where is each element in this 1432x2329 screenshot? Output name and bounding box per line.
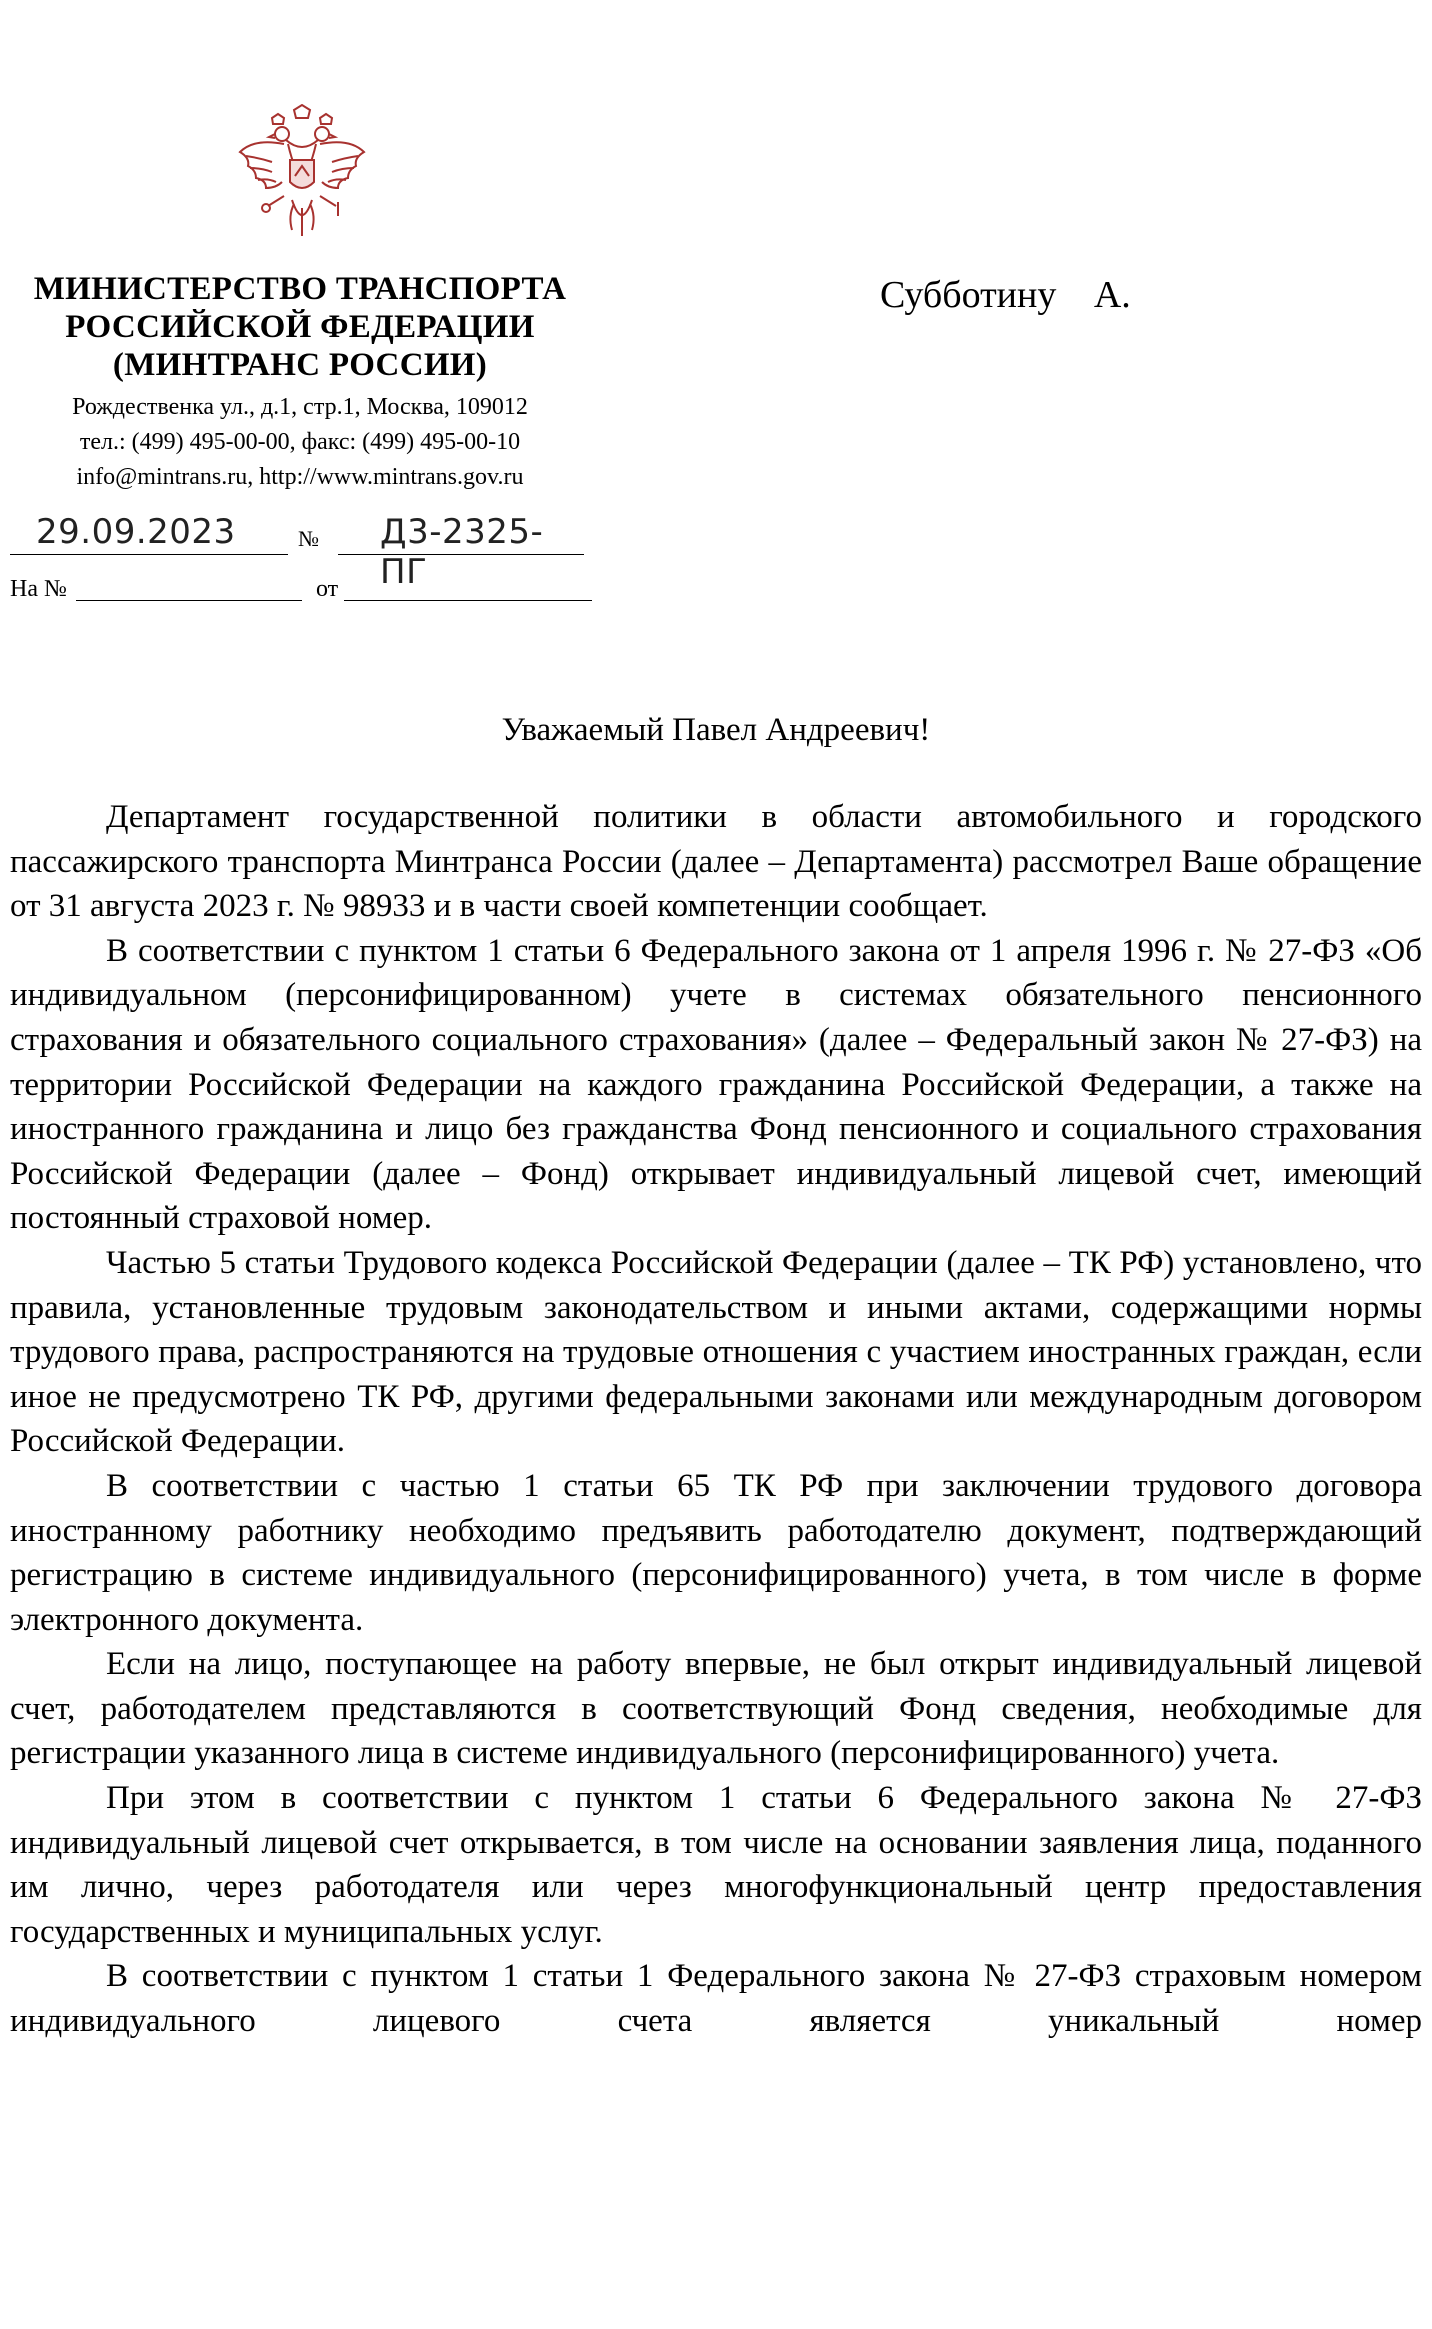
paragraph: При этом в соответствии с пунктом 1 статьи 6 Федерального закона № 27-ФЗ индивидуальный лицевой счет открывается, в том числе на основании заявления лица, поданного им лично, через работодателя или через многофункциональный центр предоставления государственных и муниципальных услуг. — [10, 1780, 1422, 1950]
registration-date: 29.09.2023 — [36, 512, 236, 552]
ministry-address: Рождественка ул., д.1, стр.1, Москва, 109012 — [72, 394, 528, 420]
ministry-name-line2: РОССИЙСКОЙ ФЕДЕРАЦИИ — [65, 309, 535, 345]
ministry-header — [10, 270, 590, 495]
number-label: № — [298, 526, 319, 551]
ministry-contacts — [10, 390, 590, 495]
reference-date-label: от — [316, 576, 339, 602]
paragraph: В соответствии с пунктом 1 статьи 1 Федерального закона № 27-ФЗ страховым номером индивидуального лицевого счета является уникальный номер — [10, 1958, 1422, 2040]
coat-of-arms-icon — [232, 104, 372, 269]
reference-number-label: На № — [10, 576, 67, 602]
ministry-name-line1: МИНИСТЕРСТВО ТРАНСПОРТА — [33, 271, 567, 307]
paragraph: Если на лицо, поступающее на работу впервые, не был открыт индивидуальный лицевой счет, работодателем представляются в соответствующий Фонд сведения, необходимые для регистрации указанного лица в системе индивидуального (персонифицированного) учета. — [10, 1646, 1422, 1772]
paragraph: В соответствии с частью 1 статьи 65 ТК РФ при заключении трудового договора иностранному работнику необходимо предъявить работодателю документ, подтверждающий регистрацию в системе индивидуального (персонифицированного) учета, в том числе в форме электронного документа. — [10, 1467, 1422, 1638]
reference-date-blank — [344, 570, 592, 601]
salutation: Уважаемый Павел Андреевич! — [501, 712, 931, 748]
ministry-phone-fax: тел.: (499) 495-00-00, факс: (499) 495-00-10 — [79, 429, 521, 455]
recipient-name: Субботину А. — [880, 274, 1131, 316]
reference-line — [10, 570, 590, 610]
letter-body — [10, 795, 1422, 2044]
paragraph: Частью 5 статьи Трудового кодекса Российской Федерации (далее – ТК РФ) установлено, что правила, установленные трудовым законодательством и иными актами, содержащими нормы трудового права, распространяются на трудовые отношения с участием иностранных граждан, если иное не предусмотрено ТК РФ, другими федеральными законами или международным договором Российской Федерации. — [10, 1244, 1422, 1460]
paragraph: В соответствии с пунктом 1 статьи 6 Федерального закона от 1 апреля 1996 г. № 27-ФЗ «Об индивидуальном (персонифицированном) учете в системах обязательного пенсионного страхования и обязательного социального страхования» (далее – Федеральный закон № 27-ФЗ) на территории Российской Федерации на каждого гражданина Российской Федерации, а также на иностранного гражданина и лицо без гражданства Фонд пенсионного и социального страхования Российской Федерации (далее – Фонд) открывает индивидуальный лицевой счет, имеющий постоянный страховой номер. — [10, 932, 1422, 1237]
reference-number-blank — [76, 570, 302, 601]
registration-number: Д3-2325-ПГ — [380, 512, 544, 592]
date-field — [10, 510, 288, 555]
number-field — [338, 510, 584, 592]
ministry-email-web: info@mintrans.ru, http://www.mintrans.gov.ru — [76, 464, 524, 490]
ministry-name-line3: (МИНТРАНС РОССИИ) — [112, 347, 488, 383]
paragraph: Департамент государственной политики в области автомобильного и городского пассажирского транспорта Минтранса России (далее – Департамента) рассмотрел Ваше обращение от 31 августа 2023 г. № 98933 и в части своей компетенции сообщает. — [10, 799, 1422, 925]
